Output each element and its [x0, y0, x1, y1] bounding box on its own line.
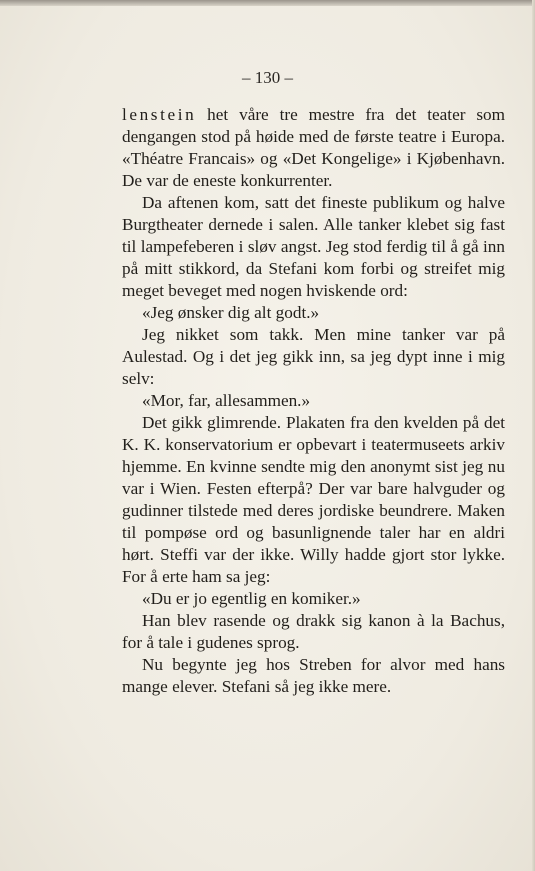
paragraph-3: «Jeg ønsker dig alt godt.» — [142, 303, 320, 322]
page-top-edge — [0, 0, 535, 6]
paragraph-4: Jeg nikket som takk. Men mine tanker var på Aulestad. Og i det jeg gikk inn, sa jeg dypt inne i mig selv: — [122, 325, 505, 388]
paragraph-7: «Du er jo egentlig en komiker.» — [142, 589, 361, 608]
paragraph-1-lead: lenstein — [122, 105, 197, 124]
paragraph-5: «Mor, far, allesammen.» — [142, 391, 311, 410]
paragraph-8: Han blev rasende og drakk sig kanon à la Bachus, for å tale i gudenes sprog. — [122, 611, 505, 652]
paragraph-9: Nu begynte jeg hos Streben for alvor med hans mange elever. Stefani så jeg ikke mere. — [122, 655, 505, 696]
paragraph-1 — [122, 104, 505, 192]
paragraph-1-text: het våre tre mestre fra det teater som dengangen stod på høide med de første teatre i Europa. «Théatre Francais» og «Det Kongelige» i Kjøbenhavn. De var de eneste konkurrenter. — [122, 105, 505, 190]
body-text — [122, 104, 505, 698]
paragraph-6: Det gikk glimrende. Plakaten fra den kvelden på det K. K. konservatorium er opbevart i teatermuseets arkiv hjemme. En kvinne sendte mig den anonymt sist jeg nu var i Wien. Festen efterpå? Der var bare halvguder og gudinner tilstede med deres jordiske beundrere. Maken til pompøse ord og basunlignende taler har en aldri hørt. Steffi var der ikke. Willy hadde gjort stor lykke. For å erte ham sa jeg: — [122, 413, 505, 586]
page-number: – 130 – — [242, 68, 293, 87]
paragraph-2: Da aftenen kom, satt det fineste publikum og halve Burgtheater dernede i salen. Alle tanker klebet sig fast til lampefeberen i sløv angst. Jeg stod ferdig til å gå inn på mitt stikkord, da Stefani kom forbi og streifet mig meget beveget med nogen hviskende ord: — [122, 193, 505, 300]
